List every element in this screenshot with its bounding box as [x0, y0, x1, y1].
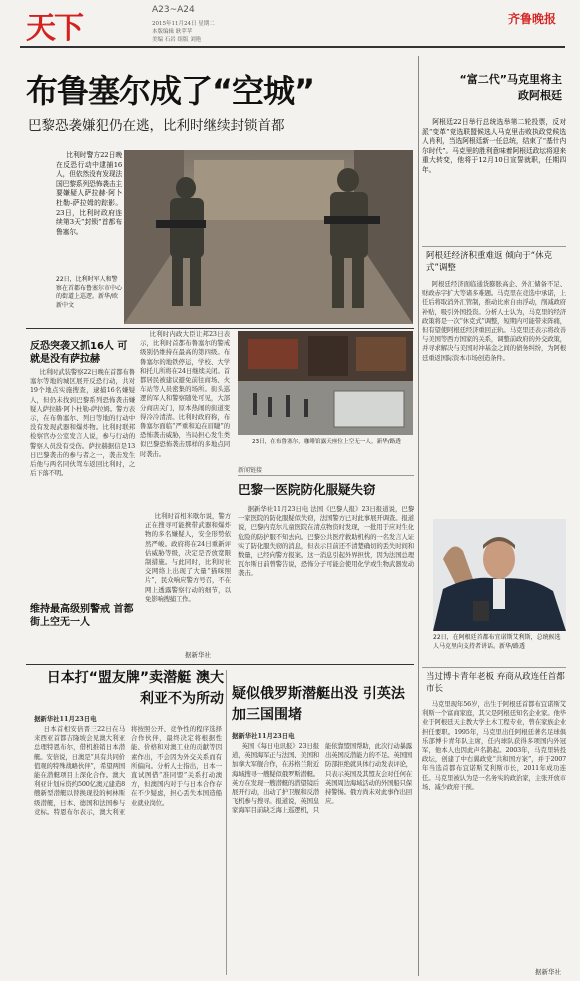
argentina-sub2: 当过博卡青年老板 弃商从政连任首都市长 [426, 672, 565, 694]
hospital-label: 新闻链接 [238, 467, 263, 474]
staff-line: 美编 石岩 组版 刘艳 [152, 37, 202, 43]
masthead [0, 0, 580, 46]
macri-photo-caption: 22日，在阿根廷首都布宜诺斯艾利斯，总统候选人马克里向支持者讲话。新华/路透 [433, 634, 561, 650]
bottom-divider [26, 664, 414, 665]
syria-byline: 据新华社11月23日电 [232, 732, 295, 740]
lead-sub1: 反恐突袭又抓16人 可就是没有萨拉赫 [30, 341, 128, 365]
lead-headline: 布鲁塞尔成了“空城” [26, 72, 315, 110]
bottom-col-divider [226, 670, 227, 975]
hospital-headline: 巴黎一医院防化服疑失窃 [238, 482, 376, 497]
argentina-col2: 马克里现年56岁，出生于阿根廷首都布宜诺斯艾利斯一个富商家庭，其父是阿根廷知名企业家。他毕业于阿根廷天主教大学土木工程专业，曾在家族企业担任要职。1995年，马克里出任阿根廷著名足球俱乐部博卡青年队主席，任内球队获得多项国内外冠军，他本人也因此声名鹊起。2003年，马克里转投政坛，创建了中右翼政党“共和国方案”，并于2007年当选首都布宜诺斯艾利斯市长，2011年成功连任。马克里被认为是一名务实的政治家，主张开放市场、减少政府干预。 [422, 700, 566, 791]
hospital-label-rule [238, 475, 414, 476]
newspaper-brand: 齐鲁晚报 [508, 12, 557, 26]
kabul-text: 日本首相安倍晋三22日在马来西亚首都吉隆坡会见澳大利亚总理特恩布尔，借机推销日本潜艇。安倍说，日澳是“具有共同价值观的特殊战略伙伴”，希望两国能在潜艇项目上深化合作。澳大利亚计划斥资约500亿澳元建造8艘新型潜艇以替换现役的柯林斯级潜艇，日本、德国和法国参与竞标。特恩布尔表示，澳大利亚将按照公开、竞争性的程序选择合作伙伴，最终决定将根据性能、价格和对澳工业的贡献等因素作出，不会因为外交关系而有所偏向。分析人士指出，日本一直试图借“准同盟”关系打动澳方，但澳国内对于与日本合作存在不少疑虑，担心丢失本国造船业就业岗位。 [34, 725, 222, 816]
argentina-rule2 [422, 667, 566, 668]
argentina-signature: 据新华社 [535, 968, 561, 976]
argentina-intro: 阿根廷22日举行总统选举第二轮投票，反对派“变革”竞选联盟候选人马克里击败执政党候选人肖利，当选阿根廷新一任总统，结束了“基什内尔时代”。马克里的胜利意味着阿根廷政坛将迎来重大转变，他将于12月10日宣誓就职，任期四年。 [422, 118, 566, 174]
issue-date: 2015年11月24日 星期二 [152, 21, 215, 27]
lead-col1: 比利时武装警察22日晚在首都布鲁塞尔等地的城区展开反恐行动，共对19个地点实施搜查，逮捕16名嫌疑人，但仍未找到巴黎系列恐怖袭击嫌疑人萨拉赫·阿卜杜勒-萨拉姆。警方表示，在布鲁塞尔、列日等地的行动中没有发现武器和爆炸物。比利时联邦检察官办公室发言人说，参与行动的警察人员没有受伤。萨拉赫据信是13日巴黎袭击的参与者之一，袭击发生后他与两名同伙驾车返回比利时，之后下落不明。 [30, 368, 135, 478]
lead-subhead: 巴黎恐袭嫌犯仍在逃，比利时继续封锁首都 [28, 118, 285, 134]
syria-headline: 疑似俄罗斯潜艇出没 引英法加三国围堵 [232, 686, 405, 723]
street-photo [238, 331, 413, 435]
lead-sub2: 维持最高级别警戒 首都街上空无一人 [30, 604, 134, 628]
masthead-rule [20, 46, 565, 48]
lead-intro: 比利时警方22日晚在反恐行动中逮捕16人，但依然没有发现法国巴黎系列恐怖袭击主要嫌疑人萨拉赫·阿卜杜勒-萨拉姆的踪影。23日，比利时政府连续第3天“封锁”首都布鲁塞尔。 [56, 151, 122, 236]
lead-photo [124, 150, 413, 324]
page-range: A23~A24 [152, 5, 195, 15]
argentina-col1: 阿根廷经济面临通货膨胀高企、外汇储备不足、财政赤字扩大等诸多难题。马克里在竞选中承诺，上任后将取消外汇管制，推动比索自由浮动，削减政府补贴，吸引外国投资。分析人士认为，马克里的经济政策将是一次“休克式”调整，短期内可能带来阵痛，但有望使阿根廷经济重回正轨。马克里还表示将改善与美国等西方国家的关系，调整前政府的外交政策，并寻求解决与美国对冲基金之间的债务纠纷，为阿根廷重返国际资本市场创造条件。 [422, 280, 566, 362]
lead-col2: 比利时内政大臣让邦23日表示，比利时首都布鲁塞尔的警戒级别仍维持在最高的第四级。布鲁塞尔的地铁停运，学校、大学和托儿所将在24日继续关闭。首都居民被建议避免前往商场、火车站等人员密集的场所。街头巡逻的军人和警察随处可见，大部分商店关门，原本热闹的街道变得冷冷清清。比利时政府称，布鲁塞尔面临“严重和迫在眉睫”的恐怖袭击威胁，当局担心发生类似巴黎恐怖袭击那样的多地点同时袭击。 [140, 330, 230, 458]
right-col-divider [418, 56, 419, 976]
macri-photo [433, 519, 566, 631]
hospital-text: 据新华社11月23日电 法国《巴黎人报》23日报道说，巴黎一家医院的防化服疑似失窃，法国警方已对此事展开调查。报道说，巴黎内克尔儿童医院在清点物资时发现，一批用于应对生化危险的防护服不知去向。巴黎公共医疗救助机构的一名发言人证实了防化服失窃的消息，但表示目前还不清楚确切的丢失时间和数量，已经向警方报案。这一消息引起外界担忧，因为法国总理瓦尔斯日前曾警告说，恐怖分子可能会使用化学或生物武器发动袭击。 [238, 505, 414, 578]
kabul-headline: 日本打“盟友牌”卖潜艇 澳大利亚不为所动 [46, 670, 224, 707]
lead-photo-caption: 22日，比利时军人和警察在首都布鲁塞尔市中心的街道上巡逻。新华/欧新中文 [56, 276, 123, 309]
lead-col3: 比利时首相米歇尔说，警方正在搜寻可能携带武器和爆炸物的多名嫌疑人，安全形势依然严峻。政府将在24日重新评估威胁等级，决定是否放宽限制措施。与此同时，比利时社交网络上出现了大量“猫咪照片”，民众响应警方号召，不在网上透露警察行动的细节，以免影响搜捕工作。 [145, 512, 231, 603]
section-logo: 天下 [26, 11, 82, 46]
argentina-sub1: 阿根廷经济积重难返 倾向于“休克式”调整 [426, 251, 553, 273]
street-photo-caption: 23日，在布鲁塞尔，咖啡馆露天座位上空无一人。新华/路透 [252, 439, 401, 445]
argentina-rule [422, 246, 566, 247]
argentina-headline: “富二代”马克里将主政阿根廷 [459, 73, 562, 102]
lead-signature: 据新华社 [185, 651, 211, 659]
syria-text: 英国《每日电讯报》23日报道，英国海军正与法国、美国和加拿大军舰合作，在苏格兰附近海域搜寻一艘疑似俄罗斯潜艇。英方在发现一艘潜艇的潜望镜后展开行动，出动了护卫舰和反潜飞机参与搜寻。报道说，英国皇家海军目前缺乏海上巡逻机，只能依靠盟国帮助，此次行动暴露出英国反潜能力的不足。英国国防部拒绝就具体行动发表评论，只表示英国及其盟友会对任何在英国周边海域活动的外国船只保持警惕。俄方尚未对此事作出回应。 [232, 742, 412, 815]
editor-line: 本版编辑 耿苹苹 [152, 29, 193, 35]
kabul-byline: 据新华社11月23日电 [34, 715, 97, 723]
lead-divider [26, 328, 414, 329]
